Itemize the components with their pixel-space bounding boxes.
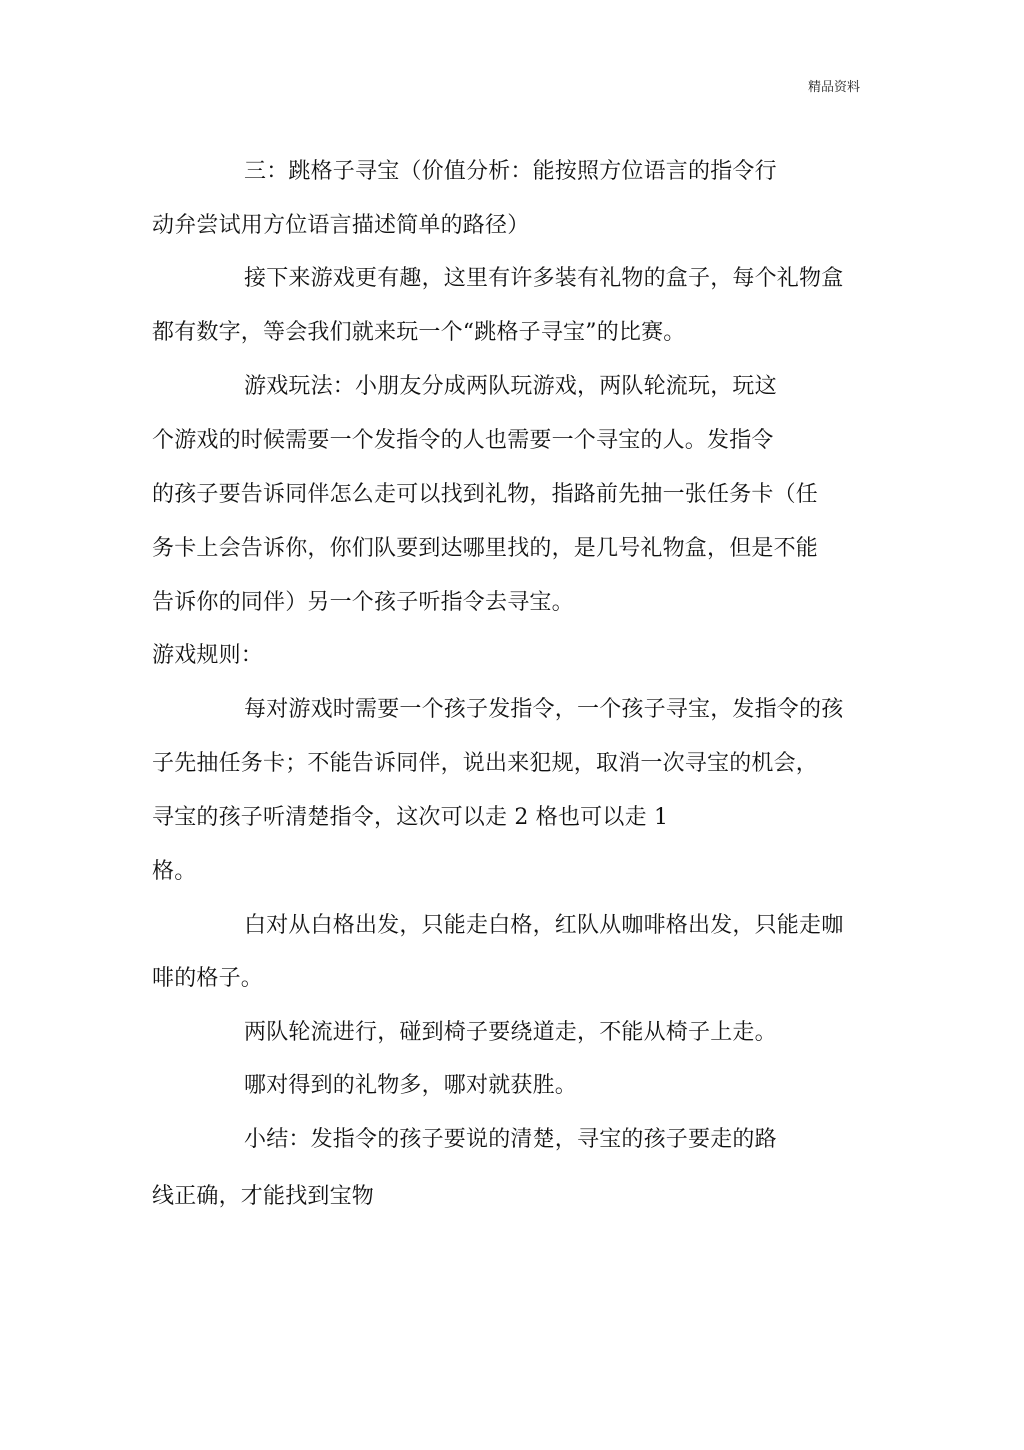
body-line-12: 子先抽任务卡；不能告诉同伴，说出来犯规，取消一次寻宝的机会， <box>152 751 819 776</box>
body-line-8: 务卡上会告诉你，你们队要到达哪里找的，是几号礼物盒，但是不能 <box>152 536 819 561</box>
body-line-4: 都有数字，等会我们就来玩一个“跳格子寻宝”的比赛。 <box>152 320 686 345</box>
body-line-15: 白对从白格出发，只能走白格，红队从咖啡格出发，只能走咖 <box>244 913 844 938</box>
body-line-11: 每对游戏时需要一个孩子发指令，一个孩子寻宝，发指令的孩 <box>244 697 844 722</box>
body-line-10: 游戏规则： <box>152 643 264 668</box>
body-line-3: 接下来游戏更有趣，这里有许多装有礼物的盒子，每个礼物盒 <box>244 266 844 291</box>
body-line-7: 的孩子要告诉同伴怎么走可以找到礼物，指路前先抽一张任务卡（任 <box>152 482 819 507</box>
body-line-5: 游戏玩法：小朋友分成两队玩游戏，两队轮流玩，玩这 <box>244 374 777 399</box>
body-line-14: 格。 <box>152 859 197 884</box>
body-line-2: 动弁尝试用方位语言描述简单的路径） <box>152 213 530 238</box>
body-line-19: 小结：发指令的孩子要说的清楚，寻宝的孩子要走的路 <box>244 1127 777 1152</box>
header-mark: 精品资料 <box>808 80 861 95</box>
body-line-9: 告诉你的同伴）另一个孩子听指令去寻宝。 <box>152 590 574 615</box>
body-line-13: 寻宝的孩子听清楚指令，这次可以走 2 格也可以走 1 <box>152 805 669 830</box>
body-line-17: 两队轮流进行，碰到椅子要绕道走，不能从椅子上走。 <box>244 1020 777 1045</box>
body-line-1: 三：跳格子寻宝（价值分析：能按照方位语言的指令行 <box>244 159 777 184</box>
body-line-6: 个游戏的时候需要一个发指令的人也需要一个寻宝的人。发指令 <box>152 428 774 453</box>
body-line-18: 哪对得到的礼物多，哪对就获胜。 <box>244 1073 578 1098</box>
body-line-16: 啡的格子。 <box>152 966 264 991</box>
body-line-20: 线正确，才能找到宝物 <box>152 1184 375 1209</box>
